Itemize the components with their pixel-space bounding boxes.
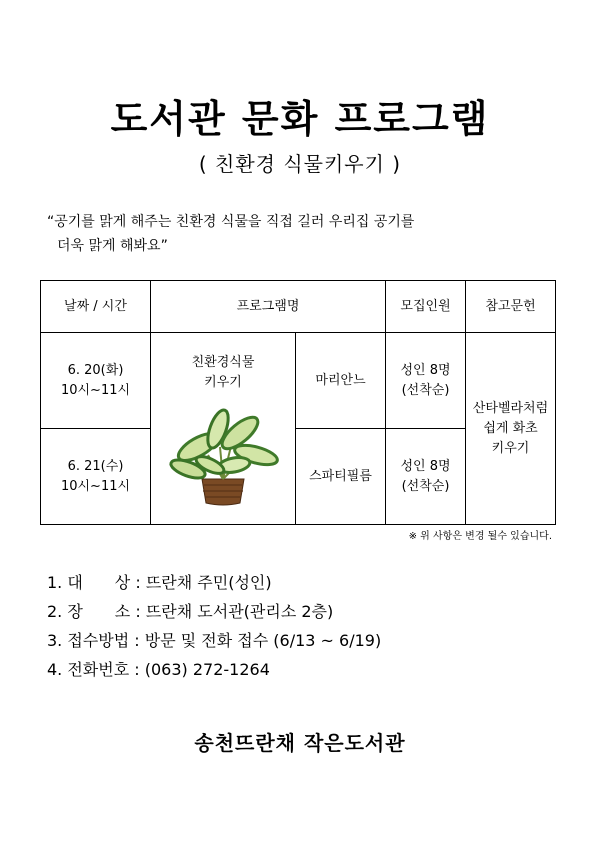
capacity-note: (선착순) xyxy=(401,382,450,398)
info-list xyxy=(47,568,381,684)
info-value: (063) 272-1264 xyxy=(144,660,270,679)
capacity-text: 성인 8명 xyxy=(400,362,451,378)
list-item xyxy=(47,655,381,684)
list-item xyxy=(47,568,381,597)
capacity-text: 성인 8명 xyxy=(400,458,451,474)
program-name-line-2: 키우기 xyxy=(204,375,242,390)
time-text: 10시~11시 xyxy=(60,382,131,398)
program-name-cell xyxy=(151,333,296,525)
capacity-note: (선착순) xyxy=(401,478,450,494)
date-cell xyxy=(41,429,151,525)
table-row xyxy=(41,333,556,429)
program-table xyxy=(40,280,556,525)
header-capacity: 모집인원 xyxy=(386,281,466,333)
program-name-line-1: 친환경식물 xyxy=(191,355,255,370)
info-value: 뜨란채 도서관(관리소 2층) xyxy=(145,602,334,621)
page-subtitle: ( 친환경 식물키우기 ) xyxy=(198,152,402,176)
reference-line-2: 쉽게 화초 xyxy=(483,420,538,436)
page-title: 도서관 문화 프로그램 xyxy=(110,97,490,141)
reference-line-3: 키우기 xyxy=(491,440,530,456)
capacity-cell xyxy=(386,333,466,429)
info-label: 3. 접수방법 : xyxy=(47,631,140,650)
capacity-cell xyxy=(386,429,466,525)
table-header-row xyxy=(41,281,556,333)
date-text: 6. 20(화) xyxy=(67,362,124,378)
plant-name-cell: 마리안느 xyxy=(296,333,386,429)
intro-quote xyxy=(47,210,547,258)
plant-photo xyxy=(158,407,288,507)
reference-line-1: 산타벨라처럼 xyxy=(472,400,549,416)
plant-name-cell: 스파티필름 xyxy=(296,429,386,525)
quote-line-2: 더욱 맑게 해봐요” xyxy=(57,238,168,254)
header-date: 날짜 / 시간 xyxy=(41,281,151,333)
time-text: 10시~11시 xyxy=(60,478,131,494)
info-label: 2. 장 소 : xyxy=(47,602,141,621)
date-text: 6. 21(수) xyxy=(67,458,124,474)
date-cell xyxy=(41,333,151,429)
info-value: 방문 및 전화 접수 (6/13 ~ 6/19) xyxy=(144,631,382,650)
list-item xyxy=(47,597,381,626)
library-name: 송천뜨란채 작은도서관 xyxy=(194,731,406,755)
reference-cell xyxy=(466,333,556,525)
info-value: 뜨란채 주민(성인) xyxy=(145,573,272,592)
change-notice: ※ 위 사항은 변경 될수 있습니다. xyxy=(408,531,552,542)
header-reference: 참고문헌 xyxy=(466,281,556,333)
header-program: 프로그램명 xyxy=(151,281,386,333)
info-label: 4. 전화번호 : xyxy=(47,660,140,679)
info-label: 1. 대 상 : xyxy=(47,573,141,592)
quote-line-1: “공기를 맑게 해주는 친환경 식물을 직접 길러 우리집 공기를 xyxy=(47,214,415,230)
list-item xyxy=(47,626,381,655)
